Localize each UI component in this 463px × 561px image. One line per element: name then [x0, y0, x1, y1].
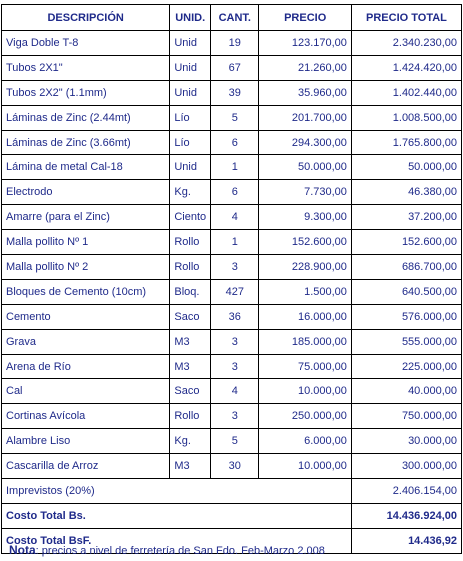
- cell-total: 1.765.800,00: [351, 130, 461, 155]
- cell-precio: 185.000,00: [259, 329, 351, 354]
- cell-total: 750.000,00: [351, 404, 461, 429]
- cell-unid: Lío: [170, 105, 211, 130]
- costo-total-bs-value: 14.436.924,00: [351, 503, 461, 528]
- cell-total: 1.008.500,00: [351, 105, 461, 130]
- costo-total-bsf-value: 14.436,92: [351, 528, 461, 553]
- cell-descripcion: Arena de Río: [2, 354, 170, 379]
- cell-unid: Kg.: [170, 429, 211, 454]
- cell-descripcion: Cemento: [2, 304, 170, 329]
- cell-descripcion: Tubos 2X1": [2, 55, 170, 80]
- cell-precio: 123.170,00: [259, 31, 351, 56]
- table-row: [2, 255, 462, 280]
- costo-total-bs-row: [2, 503, 462, 528]
- cell-precio: 50.000,00: [259, 155, 351, 180]
- cell-cant: 5: [211, 105, 259, 130]
- header-row: [2, 5, 462, 31]
- cell-unid: M3: [170, 354, 211, 379]
- header-precio: PRECIO: [259, 5, 351, 31]
- table-row: [2, 205, 462, 230]
- footnote-text: : precios a nivel de ferretería de San Fdo. Feb-Marzo 2.008: [35, 545, 325, 557]
- costo-total-bs-label: Costo Total Bs.: [2, 503, 352, 528]
- cell-unid: Saco: [170, 304, 211, 329]
- cell-unid: Saco: [170, 379, 211, 404]
- budget-table: [1, 4, 462, 554]
- cell-cant: 6: [211, 130, 259, 155]
- header-cant: CANT.: [211, 5, 259, 31]
- cell-cant: 1: [211, 155, 259, 180]
- cell-unid: Unid: [170, 55, 211, 80]
- cell-unid: Rollo: [170, 404, 211, 429]
- table-row: [2, 454, 462, 479]
- cell-total: 152.600,00: [351, 230, 461, 255]
- cell-precio: 294.300,00: [259, 130, 351, 155]
- cell-cant: 427: [211, 279, 259, 304]
- cell-cant: 3: [211, 354, 259, 379]
- cell-cant: 3: [211, 255, 259, 280]
- cell-precio: 35.960,00: [259, 80, 351, 105]
- cell-precio: 228.900,00: [259, 255, 351, 280]
- cell-total: 50.000,00: [351, 155, 461, 180]
- cell-total: 30.000,00: [351, 429, 461, 454]
- cell-total: 1.402.440,00: [351, 80, 461, 105]
- cell-cant: 3: [211, 404, 259, 429]
- cell-precio: 75.000,00: [259, 354, 351, 379]
- cell-descripcion: Cal: [2, 379, 170, 404]
- table-row: [2, 329, 462, 354]
- table-row: [2, 130, 462, 155]
- cell-descripcion: Grava: [2, 329, 170, 354]
- cell-cant: 6: [211, 180, 259, 205]
- cell-unid: Bloq.: [170, 279, 211, 304]
- cell-cant: 30: [211, 454, 259, 479]
- cell-descripcion: Cascarilla de Arroz: [2, 454, 170, 479]
- cell-cant: 5: [211, 429, 259, 454]
- footnote: [9, 543, 325, 557]
- cell-unid: Kg.: [170, 180, 211, 205]
- cell-total: 37.200,00: [351, 205, 461, 230]
- cell-precio: 16.000,00: [259, 304, 351, 329]
- table-row: [2, 404, 462, 429]
- cell-cant: 4: [211, 379, 259, 404]
- cell-cant: 67: [211, 55, 259, 80]
- table-row: [2, 55, 462, 80]
- cell-precio: 10.000,00: [259, 454, 351, 479]
- cell-unid: Unid: [170, 80, 211, 105]
- table-row: [2, 304, 462, 329]
- cell-total: 300.000,00: [351, 454, 461, 479]
- cell-total: 225.000,00: [351, 354, 461, 379]
- cell-descripcion: Lámina de metal Cal-18: [2, 155, 170, 180]
- cell-unid: Lío: [170, 130, 211, 155]
- header-precio-total: PRECIO TOTAL: [351, 5, 461, 31]
- cell-unid: Unid: [170, 31, 211, 56]
- cell-descripcion: Tubos 2X2" (1.1mm): [2, 80, 170, 105]
- cell-total: 46.380,00: [351, 180, 461, 205]
- cell-descripcion: Malla pollito Nº 1: [2, 230, 170, 255]
- cell-cant: 1: [211, 230, 259, 255]
- cell-precio: 201.700,00: [259, 105, 351, 130]
- footnote-label: Nota: [9, 543, 36, 557]
- cell-unid: Rollo: [170, 255, 211, 280]
- cell-total: 2.340.230,00: [351, 31, 461, 56]
- cell-precio: 9.300,00: [259, 205, 351, 230]
- cell-precio: 250.000,00: [259, 404, 351, 429]
- cell-descripcion: Bloques de Cemento (10cm): [2, 279, 170, 304]
- cell-descripcion: Cortinas Avícola: [2, 404, 170, 429]
- cell-precio: 6.000,00: [259, 429, 351, 454]
- cell-precio: 10.000,00: [259, 379, 351, 404]
- cell-precio: 7.730,00: [259, 180, 351, 205]
- table-row: [2, 379, 462, 404]
- cell-descripcion: Viga Doble T-8: [2, 31, 170, 56]
- cell-precio: 152.600,00: [259, 230, 351, 255]
- imprevistos-label: Imprevistos (20%): [2, 479, 352, 504]
- cell-total: 1.424.420,00: [351, 55, 461, 80]
- table-row: [2, 105, 462, 130]
- table-row: [2, 279, 462, 304]
- cell-total: 686.700,00: [351, 255, 461, 280]
- imprevistos-row: [2, 479, 462, 504]
- cell-total: 40.000,00: [351, 379, 461, 404]
- cell-total: 555.000,00: [351, 329, 461, 354]
- cell-descripcion: Electrodo: [2, 180, 170, 205]
- table-row: [2, 180, 462, 205]
- cell-unid: Rollo: [170, 230, 211, 255]
- cell-unid: M3: [170, 329, 211, 354]
- imprevistos-value: 2.406.154,00: [351, 479, 461, 504]
- cell-unid: Unid: [170, 155, 211, 180]
- cell-descripcion: Alambre Liso: [2, 429, 170, 454]
- table-row: [2, 31, 462, 56]
- cell-cant: 39: [211, 80, 259, 105]
- cell-cant: 3: [211, 329, 259, 354]
- cell-descripcion: Malla pollito Nº 2: [2, 255, 170, 280]
- cell-unid: M3: [170, 454, 211, 479]
- header-unid: UNID.: [170, 5, 211, 31]
- table-row: [2, 155, 462, 180]
- cell-unid: Ciento: [170, 205, 211, 230]
- table-row: [2, 354, 462, 379]
- cell-cant: 36: [211, 304, 259, 329]
- cell-precio: 1.500,00: [259, 279, 351, 304]
- cell-cant: 19: [211, 31, 259, 56]
- table-row: [2, 429, 462, 454]
- table-row: [2, 230, 462, 255]
- cell-total: 576.000,00: [351, 304, 461, 329]
- header-descripcion: DESCRIPCIÓN: [2, 5, 170, 31]
- cell-descripcion: Láminas de Zinc (2.44mt): [2, 105, 170, 130]
- cell-cant: 4: [211, 205, 259, 230]
- table-row: [2, 80, 462, 105]
- cell-total: 640.500,00: [351, 279, 461, 304]
- costo-total-bsf-label: Costo Total BsF.: [2, 528, 352, 553]
- cell-descripcion: Amarre (para el Zinc): [2, 205, 170, 230]
- cell-precio: 21.260,00: [259, 55, 351, 80]
- cell-descripcion: Láminas de Zinc (3.66mt): [2, 130, 170, 155]
